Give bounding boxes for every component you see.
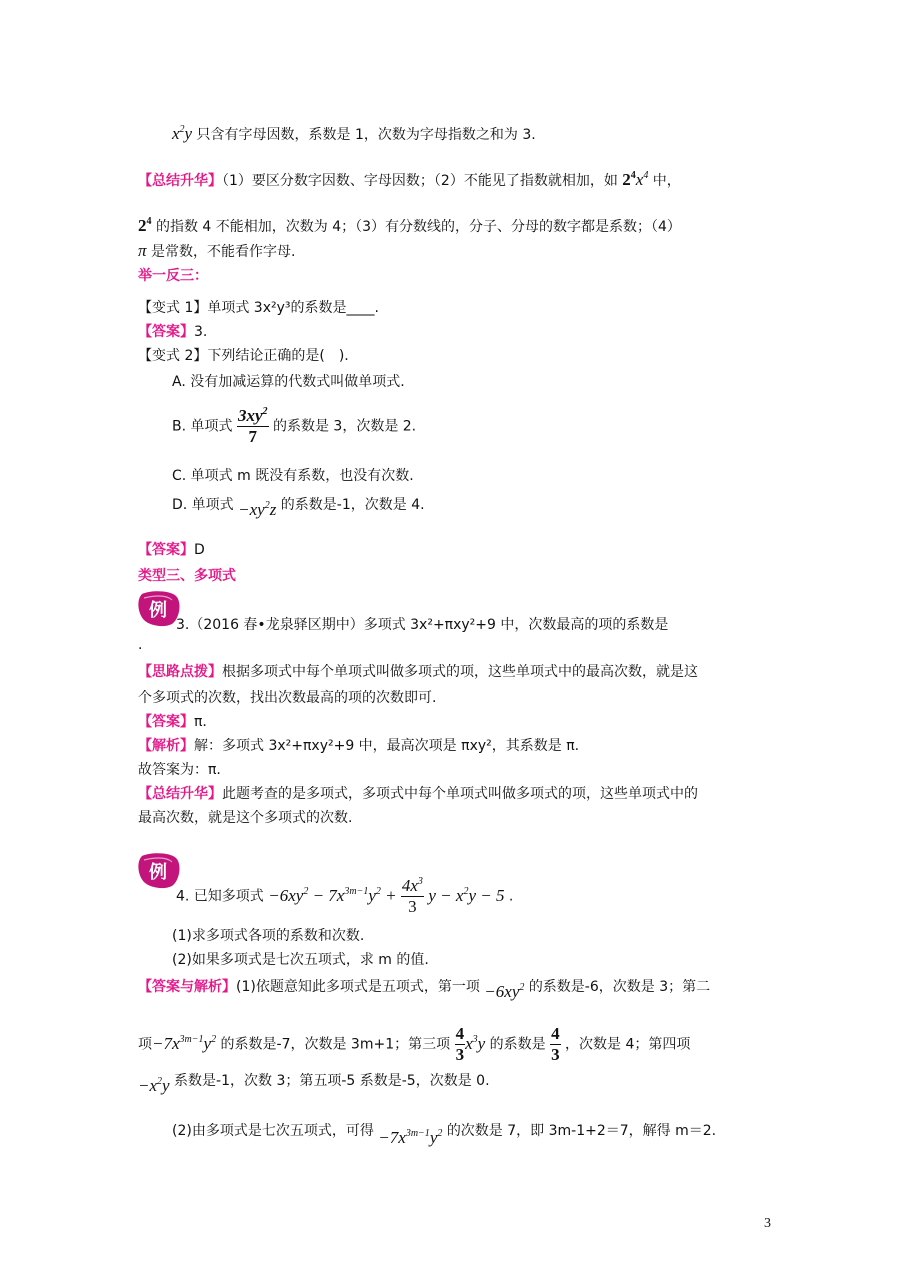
answer-l2-b: 的系数是-7，次数是 3m+1；第三项 bbox=[220, 1036, 451, 1053]
answer-l1-a: (1)依题意知此多项式是五项式，第一项 bbox=[236, 979, 480, 995]
example4-polynomial-tail: $y - x^2y - 5$ bbox=[428, 885, 505, 905]
answer-l1-math: $-6xy^2$ bbox=[484, 982, 525, 1001]
variant1-question: 【变式 1】单项式 3x²y³的系数是____. bbox=[138, 300, 379, 316]
summary1-text-b: 中， bbox=[652, 173, 681, 189]
example3-question-text: 3.（2016 春•龙泉驿区期中）多项式 3x²+πxy²+9 中，次数最高的项的系数是 bbox=[176, 617, 669, 633]
example3-analysis-tag: 【解析】 bbox=[138, 738, 194, 754]
example3-hint-line2: 个多项式的次数，找出次数最高的项的次数即可. bbox=[138, 690, 437, 706]
svg-text:例: 例 bbox=[149, 600, 167, 621]
option-d-post: 的系数是-1，次数是 4. bbox=[280, 497, 425, 513]
answer-l2-a: 项 bbox=[138, 1036, 152, 1053]
page-number: 3 bbox=[764, 1216, 771, 1231]
example4-prefix: 4. 已知多项式 bbox=[176, 888, 264, 905]
monomial-line bbox=[172, 124, 536, 145]
summary1-line2 bbox=[138, 216, 681, 237]
option-b-fraction: $\frac{3xy^2}{7}$ bbox=[237, 406, 268, 446]
option-b-pre: B. 单项式 bbox=[172, 418, 233, 435]
answer-l3-text: 系数是-1，次数 3；第五项-5 系数是-5，次数是 0. bbox=[174, 1073, 490, 1089]
answer-l2-frac2: $\frac{4}{3}$ bbox=[551, 1024, 560, 1064]
example4-answer-line1 bbox=[138, 976, 711, 1001]
variant2-option-b bbox=[172, 406, 416, 447]
answer-l2-frac: $\frac{4}{3}$ bbox=[455, 1024, 465, 1064]
variant2-option-c: C. 单项式 m 既没有系数，也没有次数. bbox=[172, 468, 414, 484]
summary1-line3 bbox=[138, 241, 295, 262]
summary1-line3-text: 是常数，不能看作字母. bbox=[150, 244, 296, 260]
math-2-4b: $2^4$ bbox=[138, 216, 152, 235]
answer-l2-d: ，次数是 4；第四项 bbox=[565, 1036, 691, 1053]
example3-hint-tag: 【思路点拨】 bbox=[138, 664, 222, 680]
math-2-4: $2^4$ bbox=[622, 170, 636, 189]
example3-question-tail: . bbox=[138, 637, 143, 653]
svg-text:例: 例 bbox=[149, 862, 167, 883]
pi-symbol: π bbox=[138, 241, 147, 260]
example4-q1: (1)求多项式各项的系数和次数. bbox=[172, 928, 365, 944]
answer-l2-math: $-7x^{3m-1}y^2$ bbox=[152, 1033, 217, 1053]
summary1-line1 bbox=[138, 170, 681, 191]
example3-summary-line2: 最高次数，就是这个多项式的次数. bbox=[138, 810, 353, 826]
monomial-text: 只含有字母因数，系数是 1，次数为字母指数之和为 3. bbox=[196, 127, 536, 143]
example3-summary-tag: 【总结升华】 bbox=[138, 786, 222, 802]
type3-heading: 类型三、多项式 bbox=[138, 568, 236, 584]
option-d-pre: D. 单项式 bbox=[172, 497, 234, 513]
example3-question bbox=[176, 615, 668, 635]
variant2-answer-text: D bbox=[194, 542, 205, 558]
variant2-answer bbox=[138, 540, 205, 560]
answer-l2-c: 的系数是 bbox=[489, 1036, 546, 1053]
example3-hint-a: 根据多项式中每个单项式叫做多项式的项，这些单项式中的最高次数，就是这 bbox=[222, 664, 698, 680]
answer-l4-math: $-7x^{3m-1}y^2$ bbox=[378, 1128, 443, 1147]
variant2-option-a: A. 没有加减运算的代数式叫做单项式. bbox=[172, 374, 405, 390]
example4-polynomial: $-6xy^2 - 7x^{3m-1}y^2$ + bbox=[268, 885, 401, 905]
variant1-answer-tag: 【答案】 bbox=[138, 324, 194, 340]
option-d-math: $-xy^2z$ bbox=[238, 500, 277, 519]
math-x2y: $x^2y$ bbox=[172, 124, 193, 143]
summary1-line2-text: 的指数 4 不能相加，次数为 4；（3）有分数线的，分子、分母的数字都是系数；（4） bbox=[155, 219, 681, 235]
example4-q2: (2)如果多项式是七次五项式，求 m 的值. bbox=[172, 952, 429, 968]
example3-answer-tag: 【答案】 bbox=[138, 714, 194, 730]
example3-analysis bbox=[138, 736, 579, 756]
variant2-option-d bbox=[172, 494, 425, 519]
example3-analysis-text: 解：多项式 3x²+πxy²+9 中，最高次项是 πxy²，其系数是 π. bbox=[194, 738, 580, 754]
summary1-text-a: （1）要区分数字因数、字母因数；（2）不能见了指数就相加，如 bbox=[222, 173, 618, 189]
example3-conclusion: 故答案为：π. bbox=[138, 762, 221, 778]
example4-answer-line3 bbox=[138, 1070, 490, 1095]
example4-question bbox=[176, 876, 513, 917]
variant1-answer-text: 3. bbox=[194, 324, 208, 340]
math-x-4: $x^4$ bbox=[635, 170, 649, 189]
example3-summary-a: 此题考查的是多项式，多项式中每个单项式叫做多项式的项，这些单项式中的 bbox=[222, 786, 698, 802]
example3-summary-line1 bbox=[138, 784, 698, 804]
juyi-heading: 举一反三： bbox=[138, 268, 208, 284]
example4-suffix: . bbox=[508, 888, 514, 905]
answer-l1-b: 的系数是-6，次数是 3；第二 bbox=[528, 979, 711, 995]
example3-hint-line1 bbox=[138, 662, 698, 682]
example4-fraction: $\frac{4x^3}{3}$ bbox=[401, 876, 423, 916]
answer-l4-a: (2)由多项式是七次五项式，可得 bbox=[172, 1123, 374, 1139]
variant2-answer-tag: 【答案】 bbox=[138, 542, 194, 558]
summary1-tag: 【总结升华】 bbox=[138, 173, 222, 189]
option-b-post: 的系数是 3，次数是 2. bbox=[272, 418, 417, 435]
answer-l4-b: 的次数是 7，即 3m-1+2＝7，解得 m＝2. bbox=[446, 1123, 717, 1139]
example4-answer-tag: 【答案与解析】 bbox=[138, 979, 236, 995]
variant1-answer bbox=[138, 322, 207, 342]
answer-l3-math: $-x^2y$ bbox=[138, 1076, 170, 1095]
example3-answer-text: π. bbox=[194, 714, 207, 730]
example3-answer bbox=[138, 712, 207, 732]
example4-answer-line4 bbox=[172, 1120, 717, 1147]
answer-l2-x3y: $x^3y$ bbox=[465, 1033, 486, 1053]
example4-answer-line2 bbox=[138, 1024, 690, 1065]
variant2-question: 【变式 2】下列结论正确的是( ). bbox=[138, 348, 349, 364]
